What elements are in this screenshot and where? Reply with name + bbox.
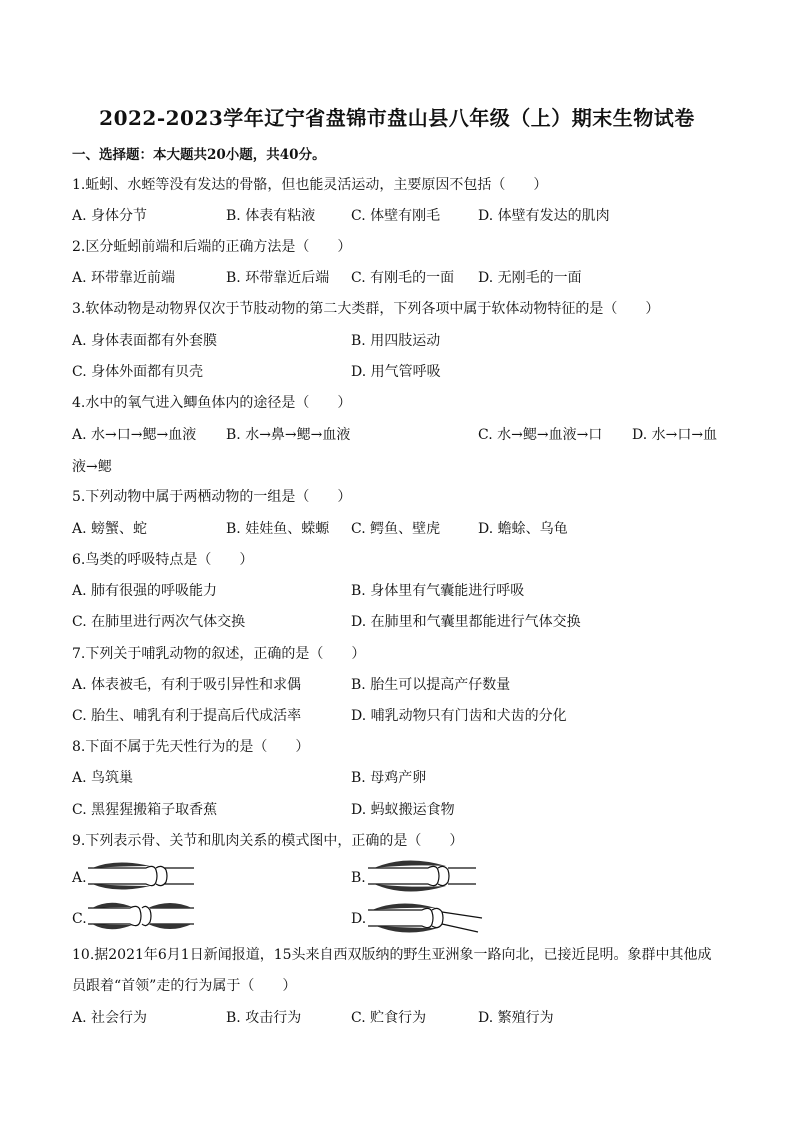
- q9-option-d: D.: [351, 911, 367, 927]
- bone-muscle-diagram-a: [86, 858, 196, 894]
- question-stem-1: 1.蚯蚓、水蛭等没有发达的骨骼，但也能灵活运动，主要原因不包括（ ）: [72, 177, 548, 193]
- bone-muscle-diagram-c: [86, 898, 196, 934]
- q6-option-c: C. 在肺里进行两次气体交换: [72, 614, 246, 630]
- question-stem-10: 10.据2021年6月1日新闻报道，15头来自西双版纳的野生亚洲象一路向北，已接近昆明。象群中其他成: [72, 947, 712, 963]
- q2-option-c: C. 有刚毛的一面: [351, 270, 455, 286]
- section-heading: 一、选择题：本大题共20小题，共40分。: [72, 147, 326, 163]
- q6-option-a: A. 肺有很强的呼吸能力: [72, 583, 218, 599]
- q6-option-d: D. 在肺里和气囊里都能进行气体交换: [351, 614, 581, 630]
- q9-option-b: B.: [351, 870, 366, 886]
- q4-option-d: D. 水→口→血液→鳃: [72, 427, 718, 475]
- q2-option-d: D. 无刚毛的一面: [478, 270, 582, 286]
- q8-option-a: A. 鸟筑巢: [72, 770, 134, 786]
- q4-option-a: A. 水→口→鳃→血液: [72, 427, 197, 443]
- q4-option-c: C. 水→鳃→血液→口: [478, 427, 603, 443]
- q3-option-a: A. 身体表面都有外套膜: [72, 333, 218, 349]
- q5-option-b: B. 娃娃鱼、蝾螈: [226, 521, 330, 537]
- q2-option-b: B. 环带靠近后端: [226, 270, 330, 286]
- q9-option-a: A.: [72, 870, 87, 886]
- q3-option-b: B. 用四肢运动: [351, 333, 441, 349]
- q5-option-d: D. 蟾蜍、乌龟: [478, 521, 568, 537]
- q4-option-b: B. 水→鼻→鳃→血液: [226, 427, 351, 443]
- q1-option-b: B. 体表有粘液: [226, 208, 316, 224]
- question-stem-7: 7.下列关于哺乳动物的叙述，正确的是（ ）: [72, 646, 366, 662]
- question-stem-9: 9.下列表示骨、关节和肌肉关系的模式图中，正确的是（ ）: [72, 833, 464, 849]
- q1-option-c: C. 体壁有刚毛: [351, 208, 441, 224]
- q7-option-a: A. 体表被毛，有利于吸引异性和求偶: [72, 677, 302, 693]
- question-stem-5: 5.下列动物中属于两栖动物的一组是（ ）: [72, 489, 352, 505]
- q7-option-b: B. 胎生可以提高产仔数量: [351, 677, 511, 693]
- q10-option-b: B. 攻击行为: [226, 1010, 302, 1026]
- q1-option-d: D. 体壁有发达的肌肉: [478, 208, 610, 224]
- question-stem-10-cont: 员跟着“首领”走的行为属于（ ）: [72, 978, 297, 994]
- bone-muscle-diagram-d: [366, 898, 486, 938]
- q6-option-b: B. 身体里有气囊能进行呼吸: [351, 583, 525, 599]
- question-stem-4: 4.水中的氧气进入鲫鱼体内的途径是（ ）: [72, 395, 352, 411]
- question-stem-3: 3.软体动物是动物界仅次于节肢动物的第二大类群，下列各项中属于软体动物特征的是（ ）: [72, 301, 660, 317]
- q5-option-c: C. 鳄鱼、壁虎: [351, 521, 441, 537]
- bone-muscle-diagram-b: [366, 856, 478, 896]
- q1-option-a: A. 身体分节: [72, 208, 148, 224]
- q7-option-d: D. 哺乳动物只有门齿和犬齿的分化: [351, 708, 567, 724]
- q7-option-c: C. 胎生、哺乳有利于提高后代成活率: [72, 708, 302, 724]
- q3-option-d: D. 用气管呼吸: [351, 364, 441, 380]
- q10-option-c: C. 贮食行为: [351, 1010, 427, 1026]
- question-stem-6: 6.鸟类的呼吸特点是（ ）: [72, 552, 254, 568]
- question-stem-8: 8.下面不属于先天性行为的是（ ）: [72, 739, 310, 755]
- q9-option-c: C.: [72, 911, 87, 927]
- q10-option-a: A. 社会行为: [72, 1010, 148, 1026]
- q5-option-a: A. 螃蟹、蛇: [72, 521, 148, 537]
- q3-option-c: C. 身体外面都有贝壳: [72, 364, 204, 380]
- q8-option-d: D. 蚂蚁搬运食物: [351, 802, 455, 818]
- q8-option-c: C. 黑猩猩搬箱子取香蕉: [72, 802, 218, 818]
- q2-option-a: A. 环带靠近前端: [72, 270, 176, 286]
- q8-option-b: B. 母鸡产卵: [351, 770, 427, 786]
- page-title: 2022-2023学年辽宁省盘锦市盘山县八年级（上）期末生物试卷: [99, 106, 695, 130]
- question-stem-2: 2.区分蚯蚓前端和后端的正确方法是（ ）: [72, 239, 352, 255]
- q10-option-d: D. 繁殖行为: [478, 1010, 554, 1026]
